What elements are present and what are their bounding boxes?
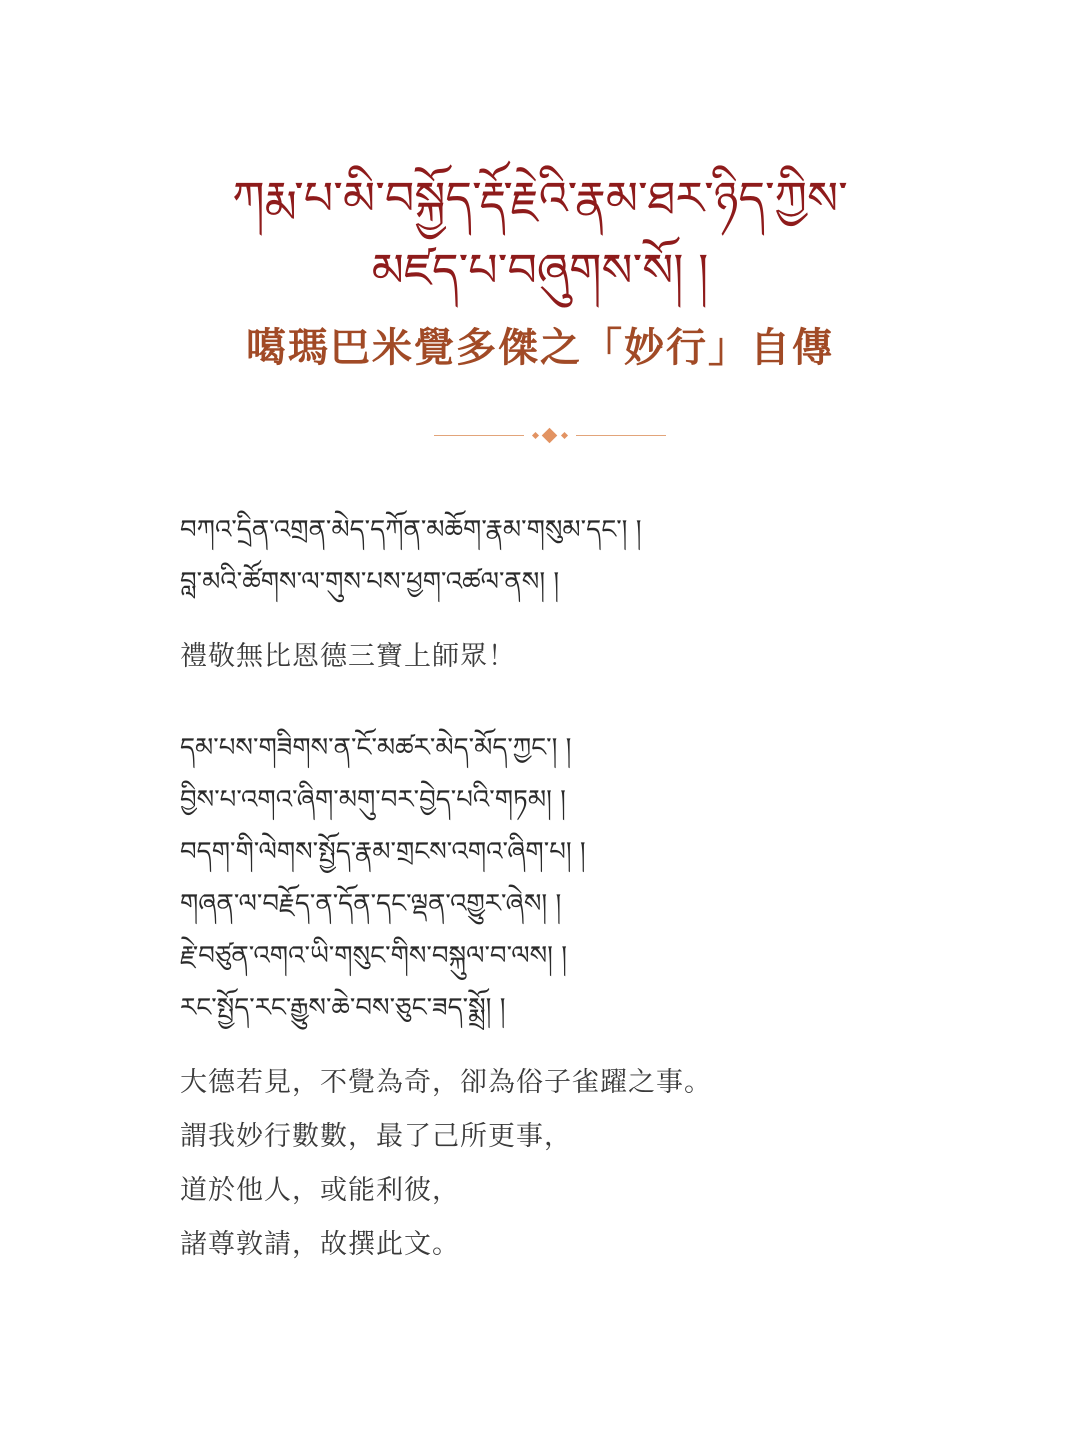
tibetan-title-line-2: མཛད་པ་བཞུགས་སོ། ། [371,243,709,297]
homage-chinese-translation [180,630,1000,684]
diamond-small-icon [561,432,568,439]
divider-rule-right [576,435,666,436]
translation-line: 諸尊敦請，故撰此文。 [180,1229,460,1260]
verse-line: དམ་པས་གཟིགས་ན་ངོ་མཚར་མེད་མོད་ཀྱང་། ། [180,733,572,763]
request-chinese-translation [180,1056,1000,1272]
title-divider-ornament [434,424,666,448]
translation-line: 大德若見，不覺為奇，卻為俗子雀躍之事。 [180,1067,712,1098]
verse-line: གཞན་ལ་བརྗོད་ན་དོན་དང་ལྡན་འགྱུར་ཞེས། ། [180,889,562,919]
homage-tibetan-verse [180,504,1000,608]
translation-line: 禮敬無比恩德三寶上師眾！ [180,641,516,672]
verse-line: བདག་གི་ལེགས་སྤྱོད་རྣམ་གྲངས་འགའ་ཞིག་པ། ། [180,837,586,867]
verse-line: བླ་མའི་ཚོགས་ལ་གུས་པས་ཕྱག་འཚལ་ནས། ། [180,567,560,597]
translation-line: 道於他人，或能利彼， [180,1175,460,1206]
translation-line: 謂我妙行數數，最了己所更事， [180,1121,572,1152]
chinese-title: 噶瑪巴米覺多傑之「妙行」自傳 [246,324,834,371]
divider-rule-left [434,435,524,436]
diamond-small-icon [532,432,539,439]
verse-line: བྱིས་པ་འགའ་ཞིག་མགུ་བར་བྱེད་པའི་གཏམ། ། [180,785,566,815]
verse-line: རང་སྤྱོད་རང་རྒྱུས་ཆེ་བས་ཅུང་ཟད་སྨྲོ། ། [180,993,506,1023]
verse-line: རྗེ་བཙུན་འགའ་ཡི་གསུང་གིས་བསྐུལ་བ་ལས། ། [180,941,567,971]
diamond-icon [542,428,558,444]
request-tibetan-verse [180,722,1000,1034]
tibetan-title-line-1: ཀརྨ་པ་མི་བསྐྱོད་རྡོ་རྗེའི་རྣམ་ཐར་ཉིད་ཀྱིས་ [232,171,848,225]
verse-line: བཀའ་དྲིན་འགྲན་མེད་དཀོན་མཆོག་རྣམ་གསུམ་དང་། ། [180,515,642,545]
